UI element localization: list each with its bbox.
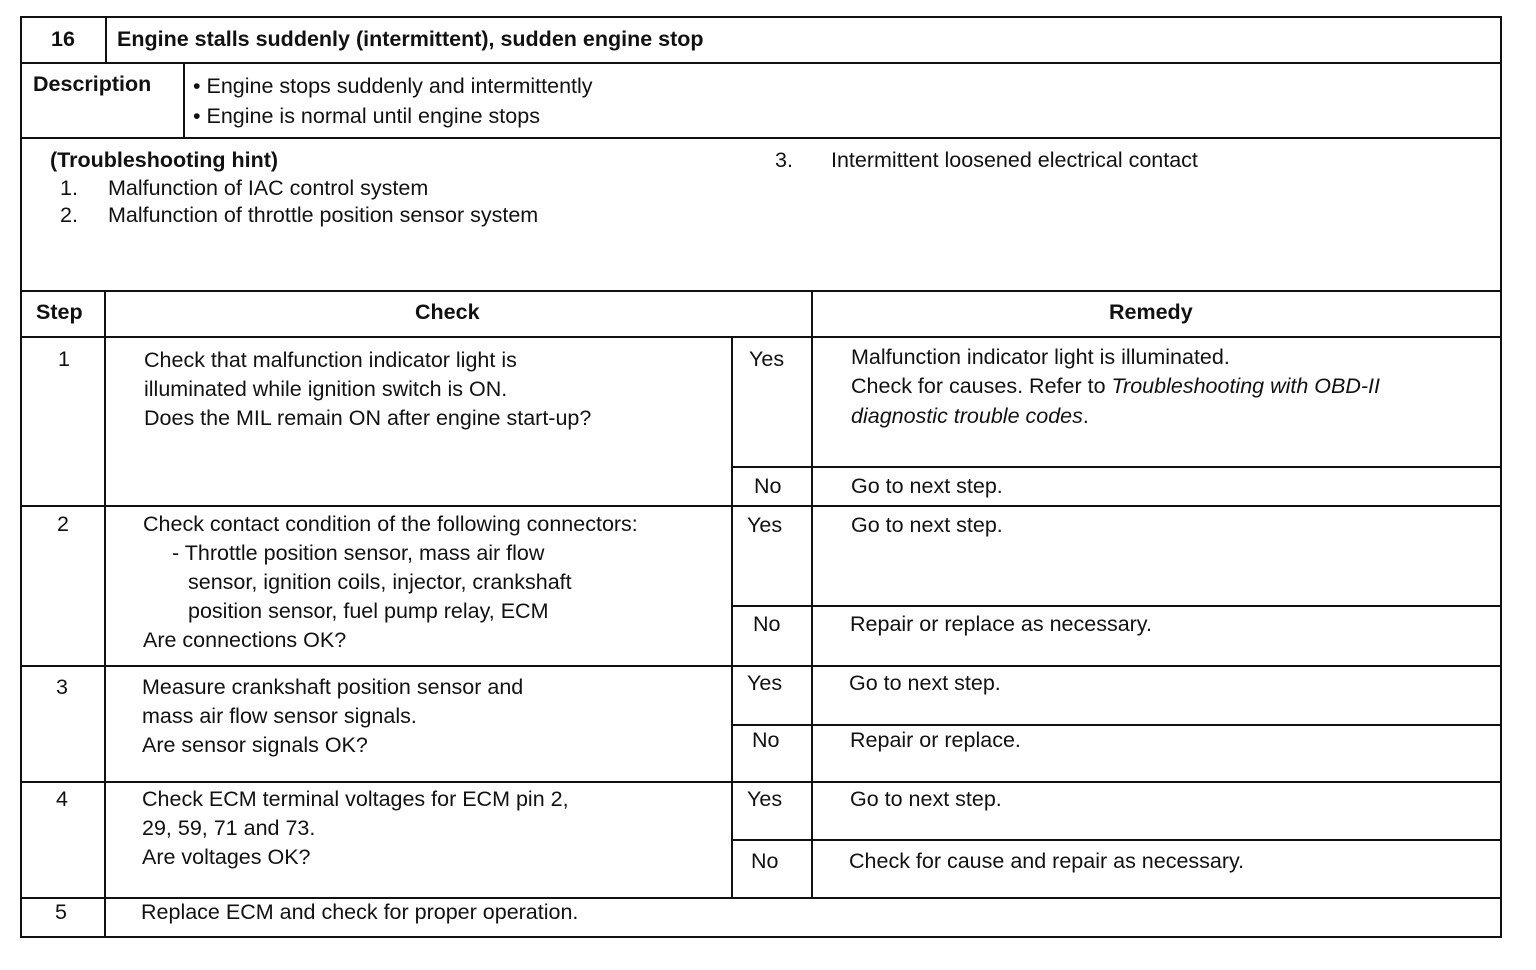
divider xyxy=(731,466,1502,468)
table-border-bottom xyxy=(20,936,1502,938)
divider xyxy=(20,62,1502,64)
yes-label: Yes xyxy=(747,671,783,695)
divider xyxy=(20,781,1502,783)
step-number: 3 xyxy=(56,675,68,699)
hint-text: Malfunction of IAC control system xyxy=(108,176,429,200)
remedy-text: Go to next step. xyxy=(851,474,1003,498)
no-label: No xyxy=(751,849,779,873)
divider xyxy=(811,290,813,898)
yes-label: Yes xyxy=(747,513,783,537)
hint-number: 3. xyxy=(775,148,793,172)
yes-label: Yes xyxy=(749,347,785,371)
check-text: Replace ECM and check for proper operation. xyxy=(141,900,579,924)
column-header-check: Check xyxy=(415,300,480,324)
remedy-reference: Troubleshooting with OBD-II xyxy=(1111,374,1380,398)
remedy-text-part: Check for causes. Refer to xyxy=(851,374,1106,398)
no-label: No xyxy=(753,612,781,636)
remedy-text: Go to next step. xyxy=(850,787,1002,811)
remedy-text: Go to next step. xyxy=(849,671,1001,695)
hint-number: 1. xyxy=(60,176,78,200)
divider xyxy=(731,839,1502,841)
check-text: - Throttle position sensor, mass air flow xyxy=(172,541,545,565)
check-text: Check contact condition of the following connectors: xyxy=(143,512,638,536)
divider xyxy=(731,724,1502,726)
column-header-step: Step xyxy=(36,300,83,324)
divider xyxy=(20,290,1502,292)
check-text: mass air flow sensor signals. xyxy=(142,704,417,728)
remedy-text: Check for cause and repair as necessary. xyxy=(849,849,1245,873)
divider xyxy=(105,16,107,62)
remedy-reference: diagnostic trouble codes xyxy=(851,404,1083,428)
check-text: 29, 59, 71 and 73. xyxy=(142,816,316,840)
hint-number: 2. xyxy=(60,203,78,227)
problem-number: 16 xyxy=(51,27,75,51)
no-label: No xyxy=(752,728,780,752)
check-text: position sensor, fuel pump relay, ECM xyxy=(188,599,549,623)
check-text: Are connections OK? xyxy=(143,628,347,652)
divider xyxy=(731,605,1502,607)
table-border-right xyxy=(1500,16,1502,938)
remedy-text: Go to next step. xyxy=(851,513,1003,537)
check-text: Measure crankshaft position sensor and xyxy=(142,675,524,699)
check-text: Check that malfunction indicator light is xyxy=(144,348,517,372)
description-item: • Engine is normal until engine stops xyxy=(193,104,540,128)
description-label: Description xyxy=(33,72,152,96)
table-border-top xyxy=(20,16,1502,18)
remedy-text: Repair or replace as necessary. xyxy=(850,612,1152,636)
check-text: Does the MIL remain ON after engine start-up? xyxy=(144,406,592,430)
divider xyxy=(20,505,1502,507)
hint-title: (Troubleshooting hint) xyxy=(50,148,279,172)
problem-title: Engine stalls suddenly (intermittent), sudden engine stop xyxy=(117,27,704,51)
step-number: 2 xyxy=(57,512,69,536)
check-text: Are sensor signals OK? xyxy=(142,733,368,757)
check-text: Are voltages OK? xyxy=(142,845,311,869)
remedy-text: diagnostic trouble codes. xyxy=(851,404,1089,428)
step-number: 1 xyxy=(58,347,70,371)
check-text: sensor, ignition coils, injector, crankshaft xyxy=(188,570,572,594)
hint-text: Intermittent loosened electrical contact xyxy=(831,148,1198,172)
hint-text: Malfunction of throttle position sensor system xyxy=(108,203,539,227)
remedy-text xyxy=(851,372,1380,401)
check-text: illuminated while ignition switch is ON. xyxy=(144,377,508,401)
divider xyxy=(20,137,1502,139)
divider xyxy=(20,665,1502,667)
divider xyxy=(104,290,106,936)
no-label: No xyxy=(754,474,782,498)
step-number: 5 xyxy=(55,900,67,924)
divider xyxy=(20,336,1502,338)
remedy-text: Repair or replace. xyxy=(850,728,1021,752)
check-text: Check ECM terminal voltages for ECM pin 2, xyxy=(142,787,569,811)
yes-label: Yes xyxy=(747,787,783,811)
remedy-text: Malfunction indicator light is illuminated. xyxy=(851,345,1230,369)
column-header-remedy: Remedy xyxy=(1109,300,1193,324)
description-item: • Engine stops suddenly and intermittently xyxy=(193,74,593,98)
divider xyxy=(731,336,733,898)
table-border-left xyxy=(20,16,22,938)
divider xyxy=(183,62,185,137)
step-number: 4 xyxy=(56,787,68,811)
